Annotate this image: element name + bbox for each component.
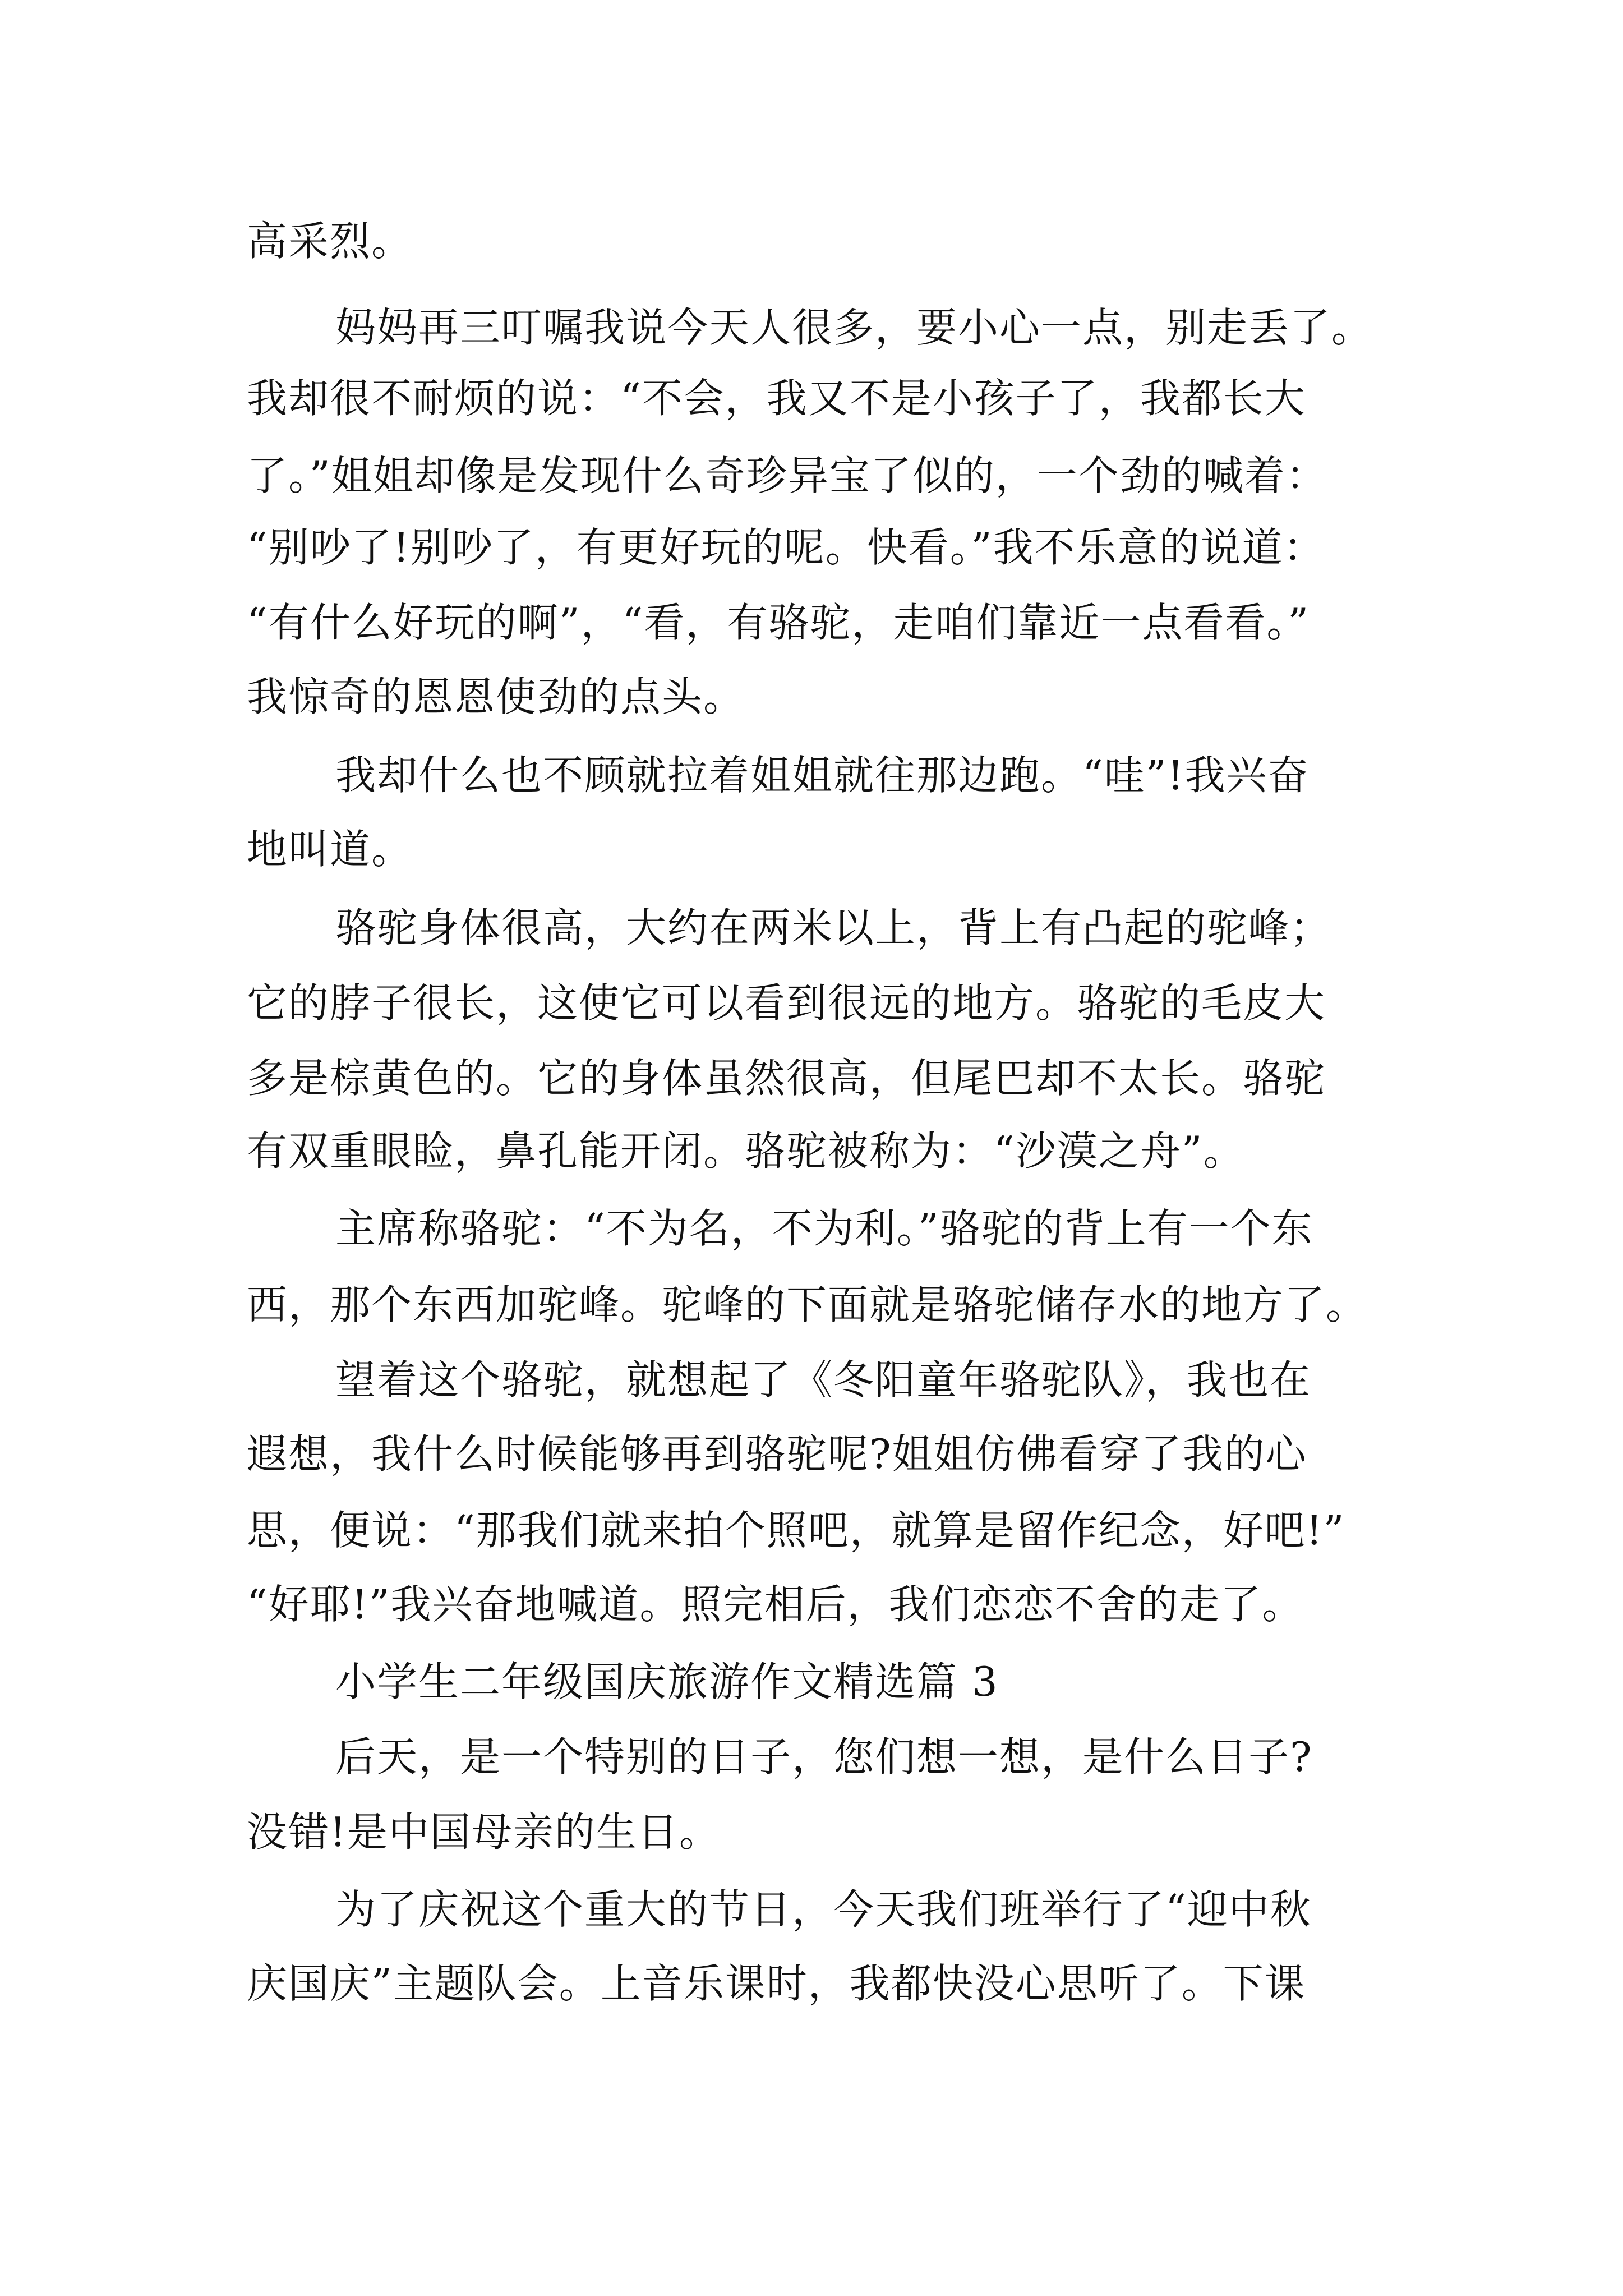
text-line-6: “有什么好玩的啊”，“看，有骆驼，走咱们靠近一点看看。”: [247, 599, 1310, 646]
text-line-12: 多是棕黄色的。它的身体虽然很高，但尾巴却不太长。骆驼: [247, 1055, 1326, 1102]
text-line-7: 我惊奇的恩恩使劲的点头。: [247, 673, 745, 720]
text-line-23: 为了庆祝这个重大的节日，今天我们班举行了“迎中秋: [335, 1886, 1312, 1933]
text-line-11: 它的脖子很长，这使它可以看到很远的地方。骆驼的毛皮大: [247, 979, 1326, 1027]
text-line-3: 我却很不耐烦的说：“不会，我又不是小孩子了，我都长大: [247, 375, 1306, 422]
text-line-17: 遐想，我什么时候能够再到骆驼呢?姐姐仿佛看穿了我的心: [247, 1430, 1307, 1478]
text-line-22: 没错!是中国母亲的生日。: [247, 1809, 721, 1856]
text-line-21: 后天，是一个特别的日子，您们想一想，是什么日子?: [335, 1733, 1313, 1780]
text-line-24: 庆国庆”主题队会。上音乐课时，我都快没心思听了。下课: [247, 1960, 1306, 2007]
text-line-8: 我却什么也不顾就拉着姐姐就往那边跑。“哇”!我兴奋: [335, 752, 1310, 799]
text-line-15: 西，那个东西加驼峰。驼峰的下面就是骆驼储存水的地方了。: [247, 1281, 1368, 1328]
text-line-5: “别吵了!别吵了，有更好玩的呢。快看。”我不乐意的说道：: [247, 524, 1325, 571]
text-line-18: 思，便说：“那我们就来拍个照吧，就算是留作纪念，好吧!”: [247, 1507, 1345, 1554]
text-line-9: 地叫道。: [247, 826, 413, 873]
text-line-14: 主席称骆驼：“不为名，不为利。”骆驼的背上有一个东: [335, 1205, 1313, 1252]
text-line-10: 骆驼身体很高，大约在两米以上，背上有凸起的驼峰；: [335, 904, 1332, 951]
text-line-13: 有双重眼睑，鼻孔能开闭。骆驼被称为：“沙漠之舟”。: [247, 1128, 1245, 1175]
text-line-2: 妈妈再三叮嘱我说今天人很多，要小心一点，别走丢了。: [335, 304, 1373, 351]
text-line-16: 望着这个骆驼，就想起了《冬阳童年骆驼队》，我也在: [335, 1356, 1312, 1404]
text-line-4: 了。”姐姐却像是发现什么奇珍异宝了似的，一个劲的喊着：: [247, 452, 1327, 499]
text-line-19: “好耶!”我兴奋地喊道。照完相后，我们恋恋不舍的走了。: [247, 1581, 1304, 1628]
section-heading: 小学生二年级国庆旅游作文精选篇 3: [335, 1658, 999, 1705]
text-line-1: 高采烈。: [247, 218, 413, 265]
